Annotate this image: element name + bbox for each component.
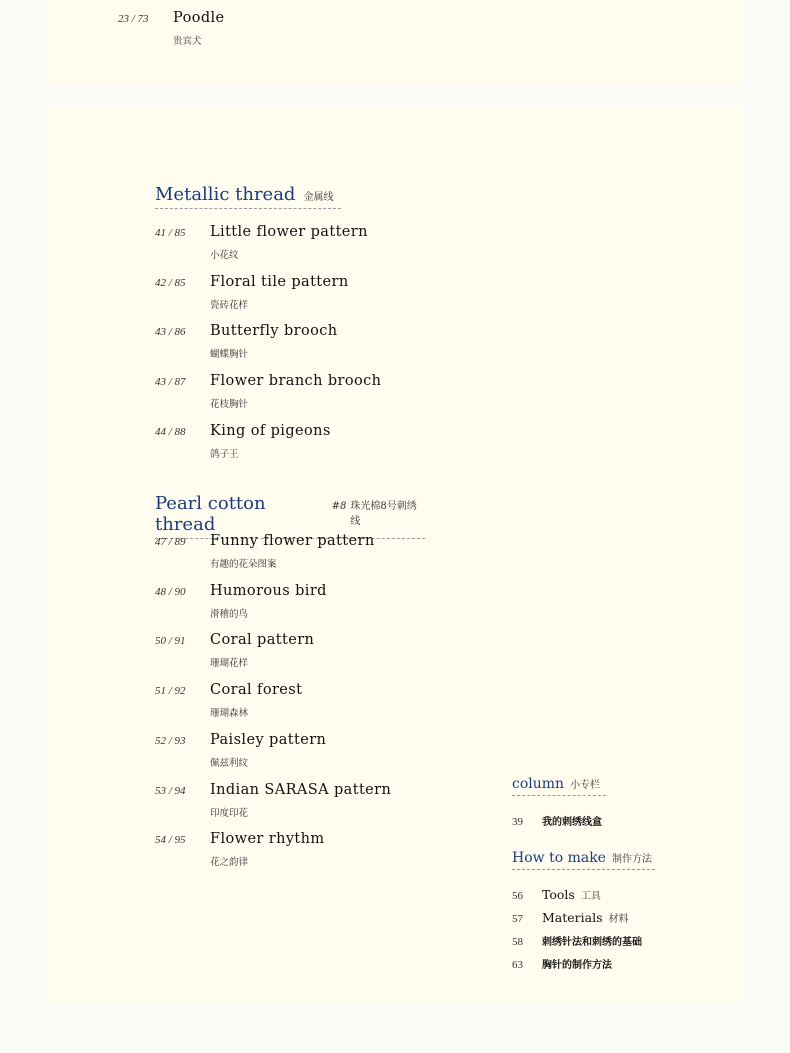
section-heading-metallic <box>155 184 341 209</box>
toc-entry[interactable] <box>155 533 375 583</box>
toc-entry[interactable] <box>155 274 349 324</box>
entry-chinese: 胸针的制作方法 <box>542 960 612 971</box>
entry-chinese: 印度印花 <box>210 807 249 819</box>
toc-entry[interactable] <box>155 782 391 832</box>
page-number: 54 / 95 <box>155 834 186 847</box>
entry-title: King of pigeons <box>210 422 331 439</box>
page-number: 48 / 90 <box>155 585 186 598</box>
page-number: 51 / 92 <box>155 685 186 698</box>
page-number: 23 / 73 <box>118 13 149 25</box>
page-number: 44 / 88 <box>155 425 186 438</box>
toc-entry-tools[interactable] <box>512 887 601 902</box>
entry-chinese: 珊瑚森林 <box>210 708 249 720</box>
entry-chinese: 瓷砖花样 <box>210 299 249 311</box>
page-number: 50 / 91 <box>155 635 186 648</box>
entry-title: Tools <box>542 887 575 902</box>
section-subtitle: 小专栏 <box>570 780 601 791</box>
toc-entry-stitch-basics[interactable] <box>512 933 642 948</box>
section-subtitle: 珠光棉8号刺绣线 <box>350 501 417 527</box>
toc-entry[interactable] <box>155 423 331 473</box>
entry-title: Floral tile pattern <box>210 273 349 290</box>
section-title: column <box>512 776 565 792</box>
page-number: 41 / 85 <box>155 227 186 239</box>
entry-chinese: 材料 <box>608 914 629 925</box>
page-number: 58 <box>512 936 523 948</box>
entry-chinese: 佩兹利纹 <box>210 757 249 769</box>
entry-chinese: 珊瑚花样 <box>210 658 249 670</box>
toc-entry[interactable] <box>155 373 381 423</box>
section-title: Metallic thread <box>155 184 296 205</box>
page-number: 52 / 93 <box>155 734 186 747</box>
entry-title: Flower rhythm <box>210 831 325 848</box>
page-number: 43 / 86 <box>155 326 186 339</box>
page-number: 42 / 85 <box>155 276 186 289</box>
entry-title: Paisley pattern <box>210 731 327 748</box>
section-heading-howto <box>512 850 655 870</box>
entry-title: Humorous bird <box>210 582 327 599</box>
toc-entry[interactable] <box>155 583 327 633</box>
toc-entry[interactable] <box>155 224 368 274</box>
toc-entry-column[interactable] <box>512 813 602 828</box>
toc-entry[interactable] <box>155 682 302 732</box>
section-title: Pearl cotton thread <box>155 493 266 535</box>
toc-entry-materials[interactable] <box>512 910 629 925</box>
toc-entry[interactable] <box>155 831 325 881</box>
entry-title: Flower branch brooch <box>210 373 382 390</box>
toc-entry[interactable] <box>155 632 314 682</box>
page-number: 39 <box>512 816 523 828</box>
entry-chinese: 刺绣针法和刺绣的基础 <box>542 937 642 948</box>
entry-title: Butterfly brooch <box>210 323 338 340</box>
entry-chinese: 花枝胸针 <box>210 399 249 411</box>
page-number: 43 / 87 <box>155 376 186 389</box>
entry-title: Little flower pattern <box>210 224 368 240</box>
entry-chinese: 花之韵律 <box>210 857 249 869</box>
entry-chinese: 小花纹 <box>210 250 239 261</box>
page-number: 57 <box>512 913 523 925</box>
entry-title: Indian SARASA pattern <box>210 781 392 798</box>
entry-chinese: 鸽子王 <box>210 448 239 460</box>
section-title: How to make <box>512 850 606 866</box>
section-subtitle: 制作方法 <box>611 854 652 865</box>
entry-title: Materials <box>542 910 603 925</box>
entry-chinese: 蝴蝶胸针 <box>210 349 249 361</box>
page-number: 47 / 89 <box>155 536 186 548</box>
entry-chinese: 贵宾犬 <box>173 36 202 47</box>
section-subtitle: 金属线 <box>303 192 334 203</box>
entry-title: Coral forest <box>210 682 303 699</box>
entry-title: Poodle <box>173 10 225 26</box>
entry-title: Funny flower pattern <box>210 533 375 549</box>
page-number: 53 / 94 <box>155 784 186 797</box>
toc-entry[interactable] <box>155 732 326 782</box>
entry-chinese: 工具 <box>580 891 601 902</box>
toc-entry[interactable] <box>155 323 338 373</box>
section-heading-column <box>512 776 606 796</box>
entry-title: Coral pattern <box>210 632 315 649</box>
section-tag: #8 <box>331 501 347 512</box>
page-number: 56 <box>512 890 523 902</box>
page-number: 63 <box>512 959 523 971</box>
entry-chinese: 滑稽的鸟 <box>210 608 249 620</box>
toc-entry-brooch-method[interactable] <box>512 956 612 971</box>
toc-entry-poodle[interactable] <box>118 10 225 60</box>
entry-chinese: 有趣的花朵图案 <box>210 559 277 570</box>
entry-chinese: 我的刺绣线盒 <box>542 817 602 828</box>
